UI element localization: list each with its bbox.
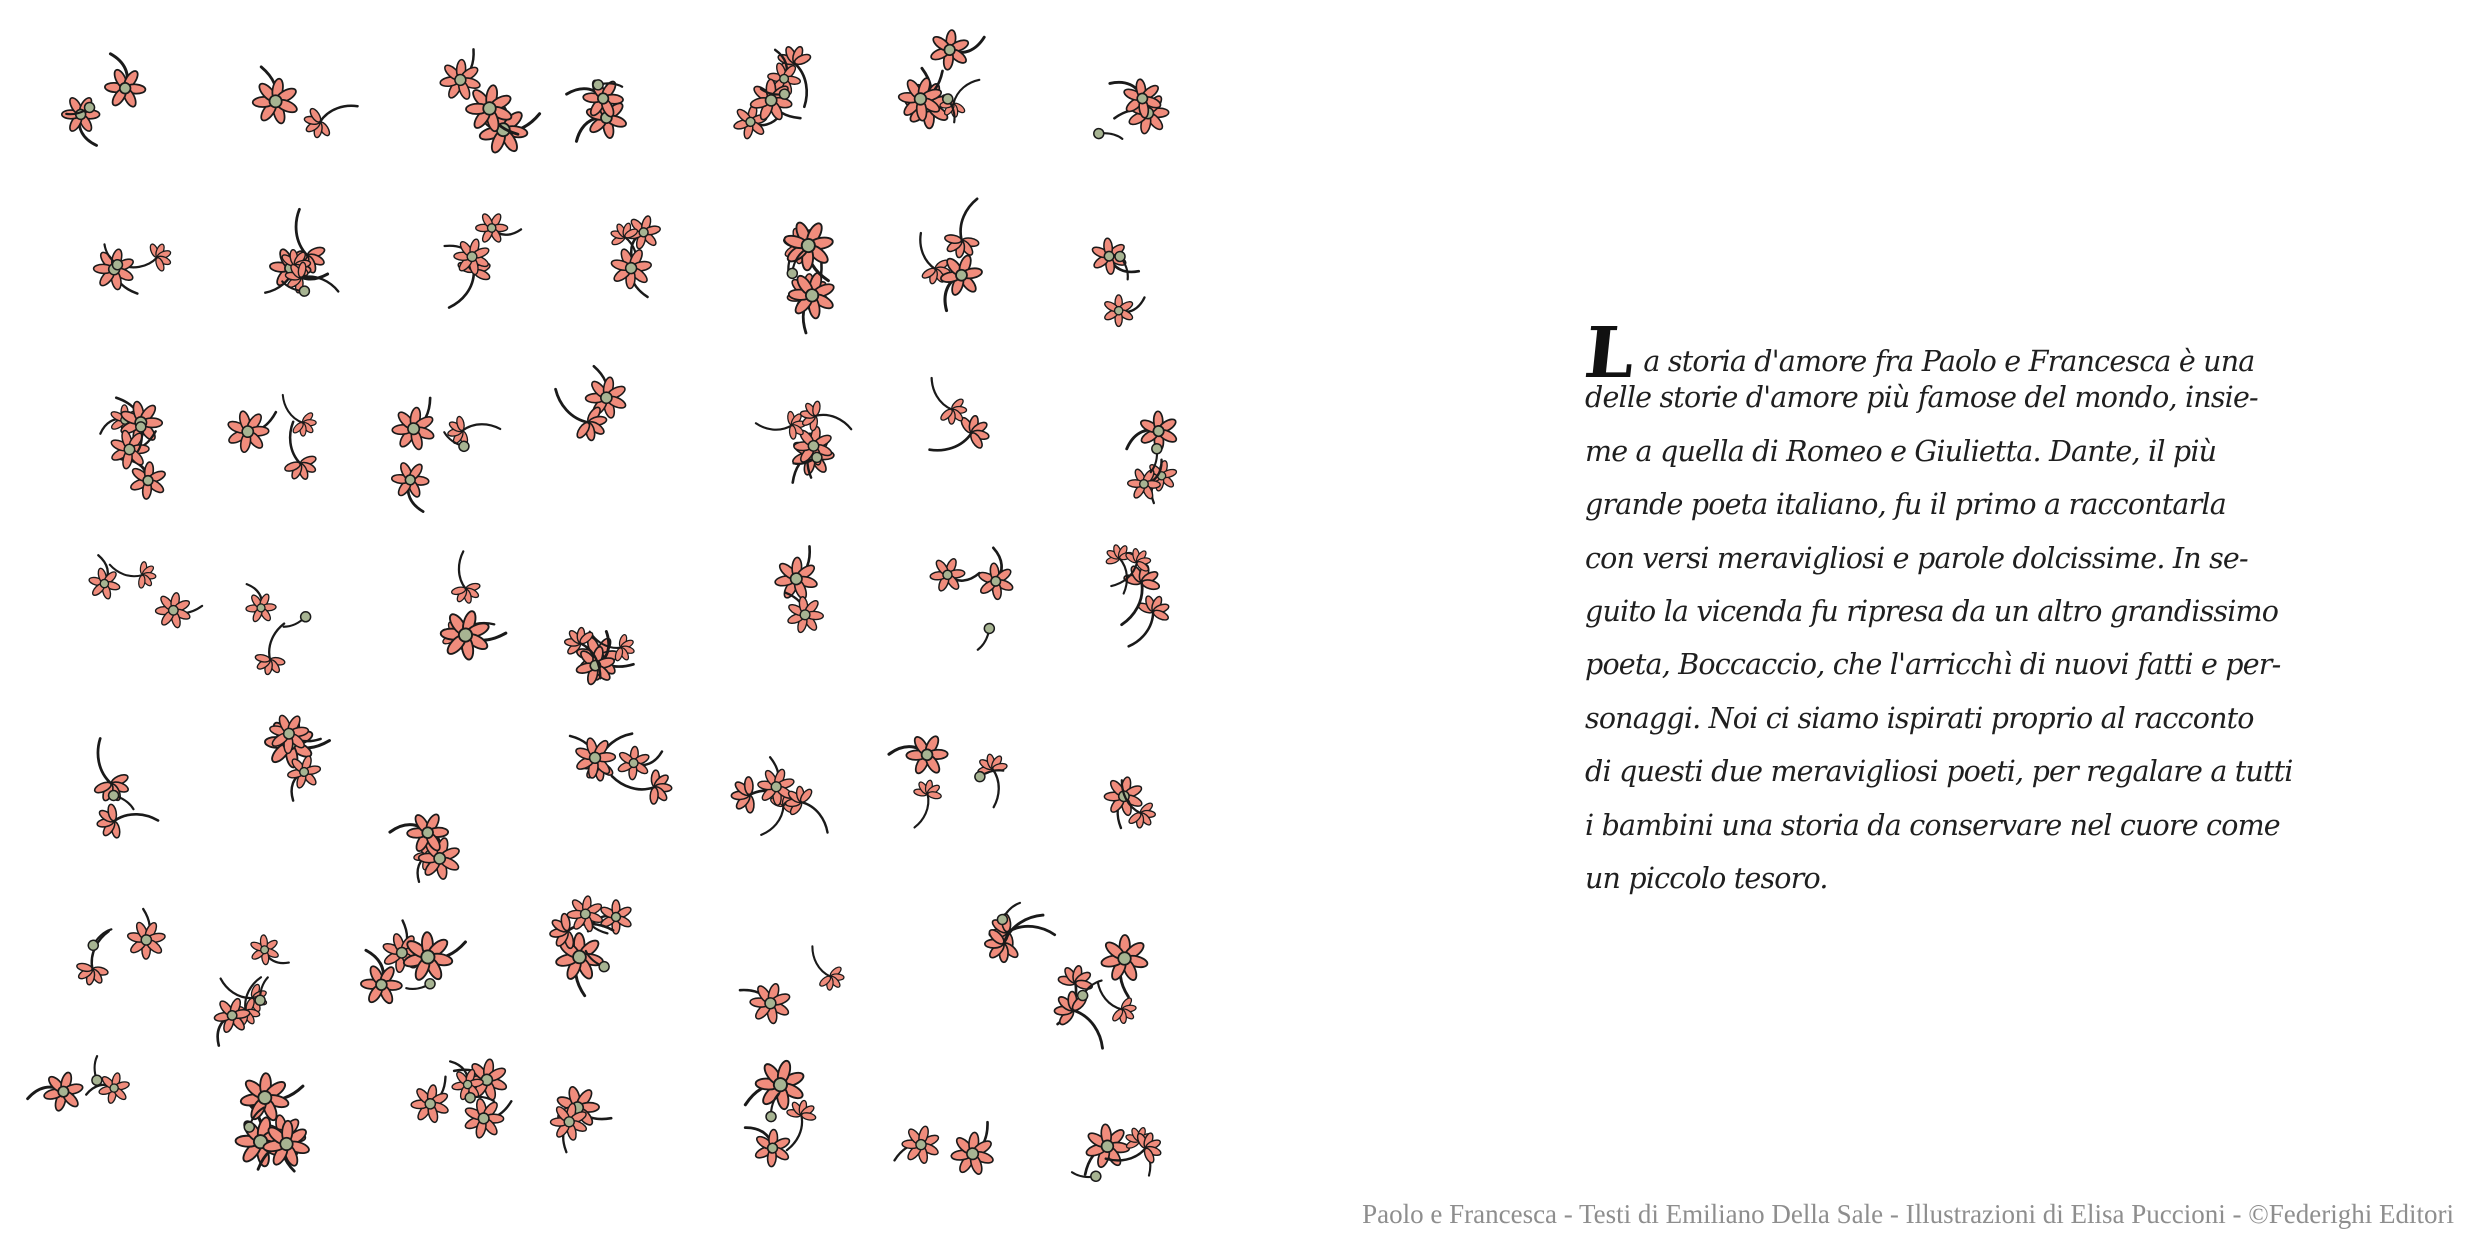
flower-icon [26,1070,85,1114]
flower-cluster [1080,534,1185,655]
flower-icon [254,623,286,675]
flower-icon [785,1099,817,1151]
flower-cluster [723,923,854,1050]
flower-icon [473,209,523,249]
flower-cluster [218,392,325,487]
intro-line-11: un piccolo tesoro. [1585,861,1828,895]
flower-cluster [428,33,550,166]
flower-icon [95,47,151,114]
flower-icon [976,547,1016,601]
intro-line-8: sonaggi. Noi ci siamo ispirati proprio al racconto [1585,701,2254,735]
flower-cluster [170,920,322,1062]
intro-line-4: grande poeta italiano, fu il primo a raccontarla [1585,488,2226,522]
intro-line-6: guito la vicenda fu ripresa da un altro grandissimo [1585,594,2279,628]
flower-cluster [545,707,693,826]
flower-icon [944,199,979,258]
flower-cluster [69,895,174,999]
flower-cluster [1045,934,1151,1051]
flower-icon [1100,935,1149,997]
flower-icon [383,388,451,459]
flower-icon [563,70,628,123]
flower-cluster [727,32,837,151]
flower-icon [442,403,500,450]
flower-icon [1127,591,1174,654]
flower-cluster [884,720,1022,831]
flower-cluster [882,20,999,147]
flower-cluster [1062,228,1175,344]
flower-cluster [764,536,836,642]
flower-icon [155,591,203,629]
flower-icon [236,576,281,628]
intro-line-1 [1580,311,2255,394]
flower-icon [297,84,359,145]
footer-credits: Paolo e Francesca - Testi di Emiliano Della Sale - Illustrazioni di Elisa Puccioni - ©Federighi Editori [1362,1199,2454,1229]
flower-cluster [248,694,352,814]
bud-icon [1092,123,1123,151]
flower-icon [439,608,507,663]
flower-icon [885,1119,946,1174]
intro-line-5: con versi meravigliosi e parole dolcissime. In se- [1585,541,2248,575]
flower-icon [1085,981,1141,1029]
flower-icon [767,538,833,608]
intro-text-block [1580,311,2293,905]
flower-icon [91,790,158,844]
intro-line-10: i bambini una storia da conservare nel cuore come [1585,808,2280,842]
flower-cluster [963,883,1066,979]
flower-cluster [518,874,662,1016]
flower-icon [84,1071,132,1107]
flower-icon [75,930,110,987]
flower-icon [577,360,632,424]
flower-cluster [755,401,851,495]
flower-cluster [224,1063,324,1188]
flower-cluster [584,200,696,313]
flower-cluster [264,208,339,306]
flower-icon [1084,231,1147,290]
flower-icon [612,768,674,809]
flower-icon [243,59,305,130]
flower-cluster [202,564,329,691]
intro-line-1-text: a storia d'amore fra Paolo e Francesca è una [1643,345,2255,378]
intro-line-2: delle storie d'amore più famose del mondo, insie- [1585,381,2258,415]
intro-line-9: di questi due meravigliosi poeti, per regalare a tutti [1585,755,2293,789]
bud-icon [284,612,311,627]
flower-cluster [892,193,997,326]
flower-cluster [356,370,509,541]
flower-icon [126,909,166,960]
flower-icon [604,241,663,306]
flower-cluster [538,55,652,169]
flower-cluster [1070,52,1190,172]
flower-cluster [701,1032,855,1186]
flower-cluster [38,32,171,168]
drop-cap: L [1580,311,1638,394]
flower-cluster [20,1030,142,1149]
flower-icon [731,969,798,1032]
flower-cluster [747,201,863,341]
flower-cluster [399,1040,530,1151]
flower-icon [269,394,322,442]
flower-icon [72,737,137,809]
flower-icon [237,1066,308,1126]
flower-icon [925,22,990,74]
flower-cluster [897,373,1008,483]
flower-icon [1118,405,1185,463]
floral-pattern-illustration [20,20,1220,1220]
flower-icon [438,551,486,609]
flower-cluster [82,538,208,647]
flower-cluster [1094,770,1163,838]
intro-line-7: poeta, Boccaccio, che l'arricchì di nuovi fatti e per- [1585,648,2281,682]
flower-icon [943,1113,1010,1184]
flower-icon [403,1067,464,1130]
flower-cluster [1056,1098,1174,1204]
flower-icon [1066,1115,1139,1188]
flower-icon [887,729,951,779]
flower-icon [1098,286,1151,331]
flower-cluster [530,347,653,465]
flower-icon [800,401,851,431]
flower-cluster [874,1083,1011,1211]
floral-pattern-svg [20,20,1220,1220]
flower-cluster [67,372,208,513]
flower-cluster [42,730,180,863]
flower-cluster [331,883,491,1046]
intro-line-3: me a quella di Romeo e Giulietta. Dante, il più [1585,434,2217,468]
flower-cluster [1089,388,1218,517]
flower-icon [387,457,437,518]
flower-icon [85,240,151,308]
flower-cluster [233,33,366,166]
flower-icon [56,90,111,154]
flower-icon [219,397,288,461]
flower-icon [977,895,1045,970]
flower-cluster [365,784,489,904]
flower-cluster [722,740,848,856]
flower-icon [243,929,295,978]
flower-icon [929,556,981,595]
bud-icon [969,621,1000,649]
flower-icon [86,554,122,602]
flower-cluster [925,543,1017,652]
flower-cluster [555,615,643,697]
flower-cluster [77,211,184,320]
flower-icon [796,945,850,996]
flower-cluster [433,549,511,663]
flower-cluster [528,1071,625,1172]
flower-cluster [411,187,549,327]
flower-icon [913,779,942,828]
